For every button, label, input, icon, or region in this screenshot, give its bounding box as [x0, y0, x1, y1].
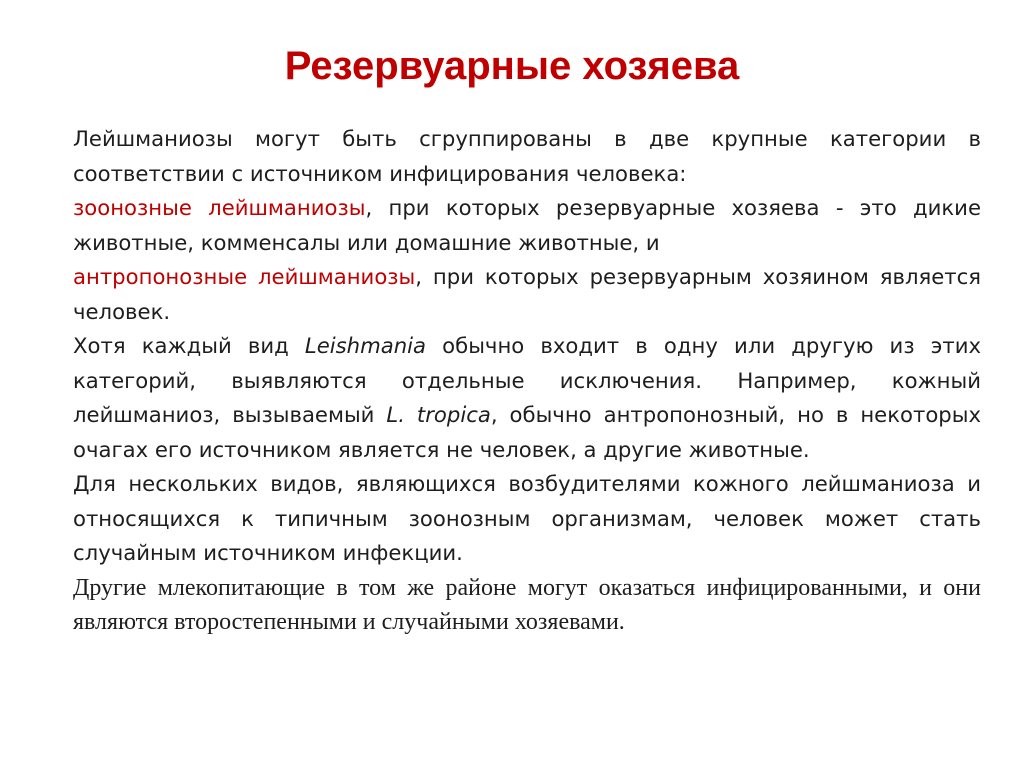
term-zoonotic-leishmaniasis: зоонозные лейшманиозы — [73, 195, 366, 220]
species-l-tropica: L. tropica — [386, 402, 491, 427]
paragraph-text: Для нескольких видов, являющихся возбудителями кожного лейшманиоза и относящихся к типичным зоонозным организмам, человек может стать случайным источником инфекции. — [73, 471, 981, 565]
paragraph-categories-intro — [73, 122, 981, 191]
paragraph-other-mammals — [73, 571, 981, 639]
species-leishmania: Leishmania — [304, 333, 427, 358]
slide-title: Резервуарные хозяева — [284, 44, 740, 88]
paragraph-text: , при которых резервуарным хозяином является человек. — [73, 264, 981, 324]
paragraph-exceptions — [73, 329, 981, 467]
paragraph-text: Хотя каждый вид — [73, 333, 305, 358]
paragraph-text: Лейшманиозы могут быть сгруппированы в две крупные категории в соответствии с источником инфицирования человека: — [73, 126, 981, 186]
term-anthroponotic-leishmaniasis: антропонозные лейшманиозы — [73, 264, 416, 289]
paragraph-line-2: чайными хозяевами. — [416, 608, 625, 635]
paragraph-line-1: Другие млекопитающие в том же районе могут оказаться инфицированными, и они являются второстепенными и слу — [73, 574, 981, 635]
paragraph-text: , обычно антропонозный, но в некоторых очагах его источником является не человек, а другие животные. — [73, 402, 981, 462]
paragraph-text: , при которых резервуарные хозяева - это дикие животные, комменсалы или домашние животные, и — [73, 195, 981, 255]
paragraph-accidental-source — [73, 467, 981, 571]
slide-body — [73, 122, 981, 639]
paragraph-zoonotic — [73, 191, 981, 260]
paragraph-text: обычно входит в одну или другую из этих категорий, выявляются отдельные исключения. Например, кожный лейшманиоз, вызываемый — [73, 333, 981, 427]
paragraph-anthroponotic — [73, 260, 981, 329]
